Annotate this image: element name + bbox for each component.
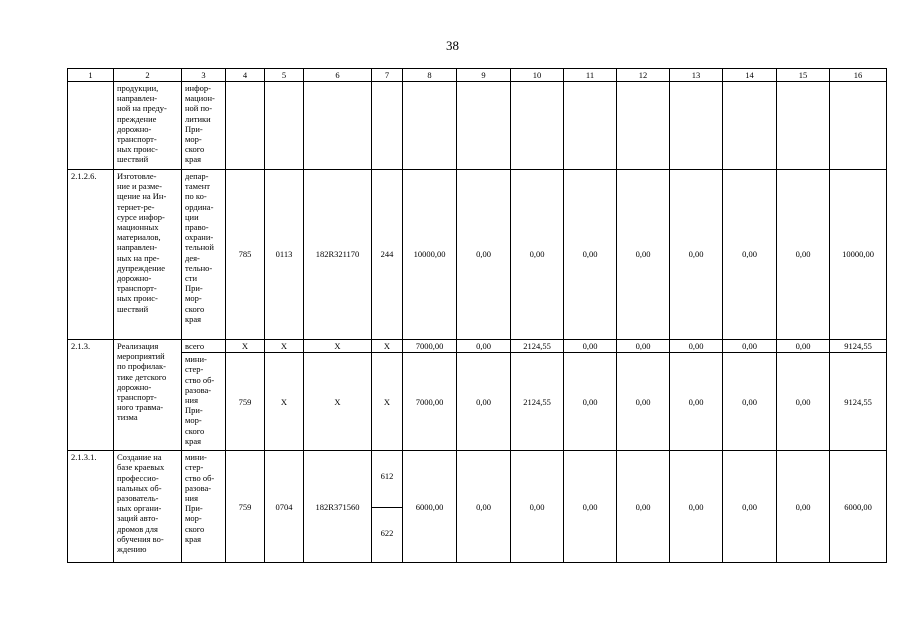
cell-type: X [372,340,403,353]
column-header: 8 [403,69,457,82]
cell-target: X [304,340,372,353]
cell-value [670,82,723,170]
cell-section [265,82,304,170]
cell-value: 0,00 [617,353,670,451]
column-header: 12 [617,69,670,82]
cell-value [723,82,777,170]
cell-section: 0704 [265,451,304,563]
cell-value [777,82,830,170]
cell-value: 0,00 [723,170,777,340]
cell-value: 6000,00 [403,451,457,563]
row-executor: инфор- мацион- ной по- литики При- мор- ского края [182,82,226,170]
column-header: 10 [511,69,564,82]
table-row [68,340,887,353]
cell-type [372,82,403,170]
cell-value [457,82,511,170]
column-header: 1 [68,69,114,82]
column-header: 7 [372,69,403,82]
cell-value: 0,00 [670,451,723,563]
table-row [68,353,887,451]
budget-table [67,68,887,563]
column-header: 14 [723,69,777,82]
table-row [68,82,887,170]
cell-value: 2124,55 [511,340,564,353]
column-header: 2 [114,69,182,82]
cell-value [830,82,887,170]
cell-value: 0,00 [723,353,777,451]
row-executor: мини- стер- ство об- разова- ния При- мор- ского края [182,451,226,563]
cell-value: 0,00 [457,340,511,353]
row-code: 2.1.3. [68,340,114,451]
cell-type-top: 612 [380,471,394,482]
cell-value [403,82,457,170]
cell-value: 10000,00 [403,170,457,340]
cell-value: 7000,00 [403,340,457,353]
row-name: Создание на базе краевых профессио- нальных об- разователь- ных органи- заций авто- дромов для обучения во- ждению [114,451,182,563]
column-header: 15 [777,69,830,82]
cell-type: 244 [372,170,403,340]
cell-type-bottom: 622 [380,528,394,538]
cell-target: 182R321170 [304,170,372,340]
cell-value: 0,00 [617,170,670,340]
column-header: 4 [226,69,265,82]
cell-value: 10000,00 [830,170,887,340]
column-header: 6 [304,69,372,82]
split-divider [372,507,402,508]
cell-grbs: X [226,340,265,353]
cell-value: 0,00 [457,170,511,340]
cell-value: 0,00 [670,353,723,451]
cell-grbs: 759 [226,451,265,563]
row-code: 2.1.3.1. [68,451,114,563]
table-row [68,451,887,563]
cell-value: 0,00 [564,340,617,353]
column-header: 13 [670,69,723,82]
cell-value: 7000,00 [403,353,457,451]
cell-value: 0,00 [723,451,777,563]
column-header: 3 [182,69,226,82]
cell-value: 0,00 [723,340,777,353]
cell-value: 0,00 [777,353,830,451]
cell-value: 0,00 [617,340,670,353]
cell-type-split [372,451,403,563]
cell-value [511,82,564,170]
cell-value: 0,00 [564,451,617,563]
row-executor: депар- тамент по ко- ордина- ции право- охрани- тельной дея- тельно- сти При- мор- ского края [182,170,226,340]
cell-value: 0,00 [564,353,617,451]
row-executor: мини- стер- ство об- разова- ния При- мор- ского края [182,353,226,451]
page-number: 38 [446,38,459,53]
cell-value: 0,00 [457,451,511,563]
cell-grbs: 785 [226,170,265,340]
cell-value: 0,00 [670,170,723,340]
cell-value: 9124,55 [830,340,887,353]
cell-value: 0,00 [777,451,830,563]
row-code [68,82,114,170]
cell-value: 6000,00 [830,451,887,563]
column-header: 16 [830,69,887,82]
cell-value: 0,00 [617,451,670,563]
cell-value: 0,00 [777,340,830,353]
cell-target: 182R371560 [304,451,372,563]
cell-type: X [372,353,403,451]
cell-value: 0,00 [670,340,723,353]
cell-value: 0,00 [511,451,564,563]
cell-value: 9124,55 [830,353,887,451]
column-header: 5 [265,69,304,82]
cell-target: X [304,353,372,451]
cell-value [617,82,670,170]
cell-grbs: 759 [226,353,265,451]
cell-grbs [226,82,265,170]
cell-value: 0,00 [511,170,564,340]
cell-value [564,82,617,170]
cell-value: 0,00 [564,170,617,340]
row-code: 2.1.2.6. [68,170,114,340]
row-executor: всего [182,340,226,353]
cell-target [304,82,372,170]
cell-section: 0113 [265,170,304,340]
cell-value: 0,00 [777,170,830,340]
cell-section: X [265,340,304,353]
cell-value: 0,00 [457,353,511,451]
row-name: Изготовле- ние и разме- щение на Ин- тернет-ре- сурсе инфор- мационных материалов, направлен- ных на пре- дупреждение дорожно- транспорт- ных проис- шествий [114,170,182,340]
cell-value: 2124,55 [511,353,564,451]
table-row [68,170,887,340]
column-header: 11 [564,69,617,82]
row-name: Реализация мероприятий по профилак- тике детского дорожно- транспорт- ного травма- тизма [114,340,182,451]
column-header: 9 [457,69,511,82]
row-name: продукции, направлен- ной на преду- преждение дорожно- транспорт- ных проис- шествий [114,82,182,170]
header-row [68,69,887,82]
cell-section: X [265,353,304,451]
